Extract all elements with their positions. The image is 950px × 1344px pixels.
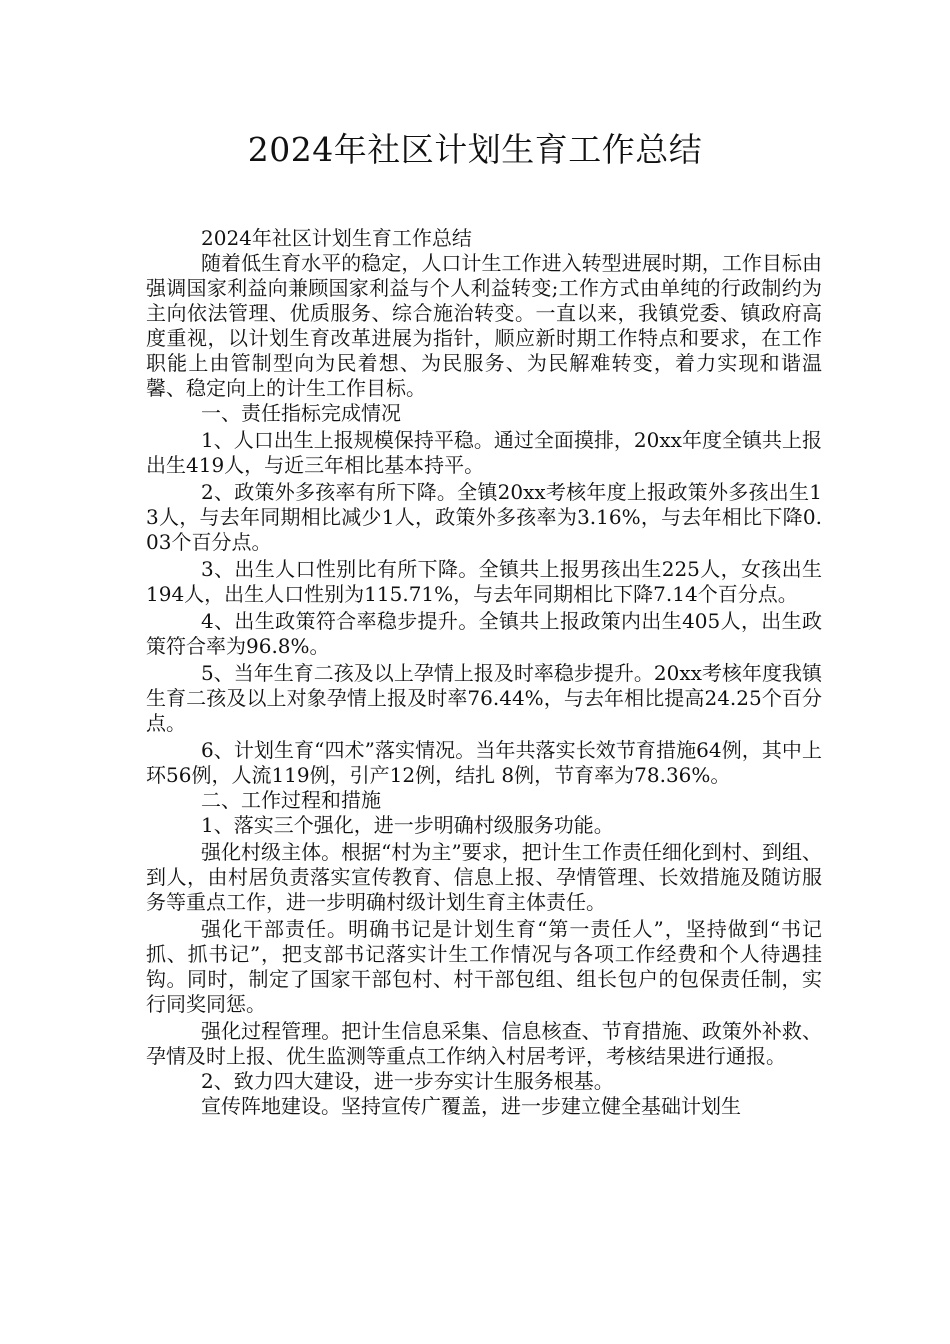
subsection-heading: 2、致力四大建设，进一步夯实计生服务根基。 — [201, 1069, 614, 1093]
list-item: 5、当年生育二孩及以上孕情上报及时率稳步提升。20xx考核年度我镇生育二孩及以上对象孕情上报及时率76.44%，与去年相比提高24.25个百分点。 — [146, 661, 822, 735]
section-heading-1: 一、责任指标完成情况 — [201, 401, 401, 425]
body-paragraph: 宣传阵地建设。坚持宣传广覆盖，进一步建立健全基础计划生 — [201, 1094, 741, 1118]
list-item: 2、政策外多孩率有所下降。全镇20xx考核年度上报政策外多孩出生13人，与去年同期相比减少1人，政策外多孩率为3.16%，与去年相比下降0.03个百分点。 — [146, 480, 822, 554]
list-item: 6、计划生育“四术”落实情况。当年共落实长效节育措施64例，其中上环56例，人流119例，引产12例，结扎 8例，节育率为78.36%。 — [146, 738, 822, 787]
subsection-heading: 1、落实三个强化，进一步明确村级服务功能。 — [201, 813, 614, 837]
document-title: 2024年社区计划生育工作总结 — [247, 130, 703, 169]
list-item: 4、出生政策符合率稳步提升。全镇共上报政策内出生405人，出生政策符合率为96.8%。 — [146, 609, 822, 658]
list-item: 3、出生人口性别比有所下降。全镇共上报男孩出生225人，女孩出生194人，出生人口性别为115.71%，与去年同期相比下降7.14个百分点。 — [146, 557, 822, 606]
body-heading-repeat: 2024年社区计划生育工作总结 — [201, 226, 472, 250]
body-paragraph: 强化村级主体。根据“村为主”要求，把计生工作责任细化到村、到组、到人，由村居负责落实宣传教育、信息上报、孕情管理、长效措施及随访服务等重点工作，进一步明确村级计划生育主体责任。 — [146, 840, 822, 914]
section-heading-2: 二、工作过程和措施 — [201, 788, 381, 812]
intro-paragraph: 随着低生育水平的稳定，人口计生工作进入转型进展时期，工作目标由强调国家利益向兼顾国家利益与个人利益转变;工作方式由单纯的行政制约为主向依法管理、优质服务、综合施治转变。一直以来，我镇党委、镇政府高度重视，以计划生育改革进展为指针，顺应新时期工作特点和要求，在工作职能上由管制型向为民着想、为民服务、为民解难转变，着力实现和谐温馨、稳定向上的计生工作目标。 — [146, 251, 822, 400]
document-body — [146, 226, 822, 1119]
body-paragraph: 强化干部责任。明确书记是计划生育“第一责任人”，坚持做到“书记抓、抓书记”，把支部书记落实计生工作情况与各项工作经费和个人待遇挂钩。同时，制定了国家干部包村、村干部包组、组长包户的包保责任制，实行同奖同惩。 — [146, 917, 822, 1016]
list-item: 1、人口出生上报规模保持平稳。通过全面摸排，20xx年度全镇共上报出生419人，与近三年相比基本持平。 — [146, 428, 822, 477]
body-paragraph: 强化过程管理。把计生信息采集、信息核查、节育措施、政策外补救、孕情及时上报、优生监测等重点工作纳入村居考评，考核结果进行通报。 — [146, 1019, 822, 1068]
